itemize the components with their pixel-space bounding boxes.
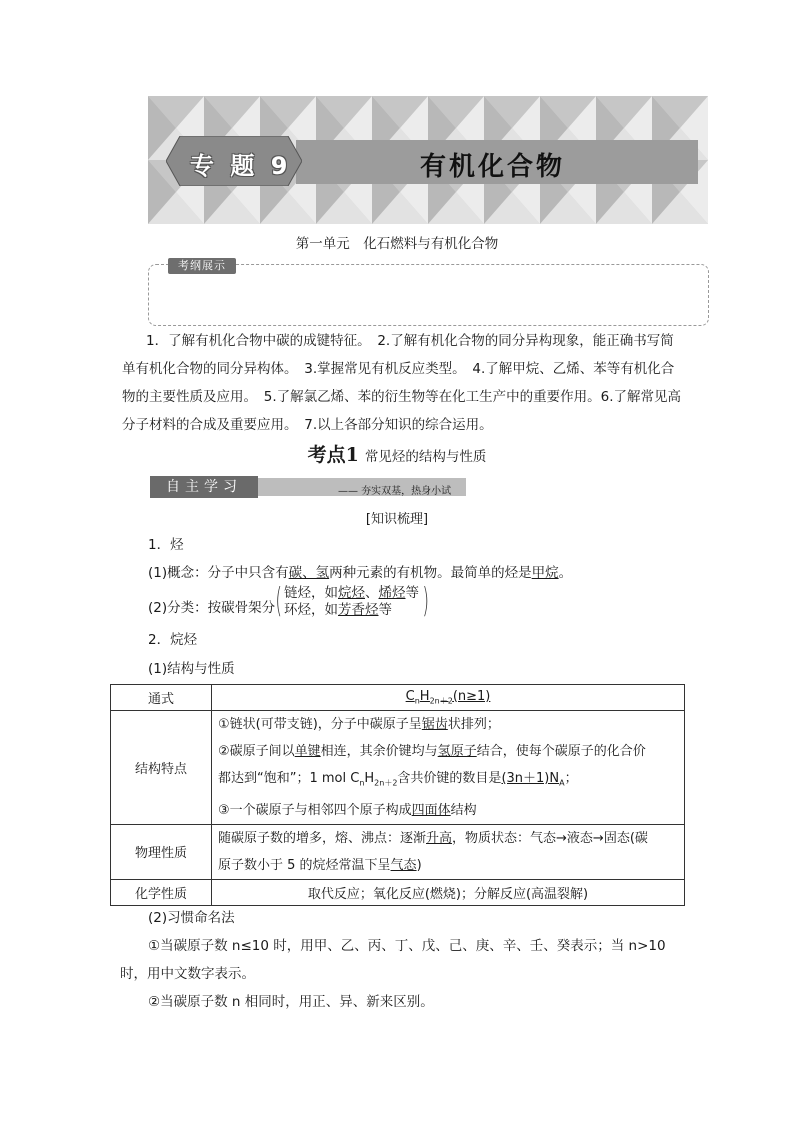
heading-structure: (1)结构与性质 — [148, 661, 235, 677]
section-tag: [知识梳理] — [365, 512, 429, 527]
table-header: 化学性质 — [111, 879, 212, 905]
kaodian-label: 考点1 — [307, 444, 359, 466]
classify-ring: 环烃，如芳香烃等 — [284, 602, 392, 618]
table-header: 结构特点 — [111, 711, 212, 825]
chapter-tag: 专 题 9 — [190, 152, 292, 180]
table-header: 通式 — [111, 685, 212, 711]
classify-list — [284, 585, 419, 619]
outline-text: 1．了解有机化合物中碳的成键特征。 2.了解有机化合物的同分异构现象，能正确书写简单有机化合物的同分异构体。 3.掌握常见有机反应类型。 4.了解甲烷、乙烯、苯等有机化合物的主要性质及应用。 5.了解氯乙烯、苯的衍生物等在化工生产中的重要作用。6.了解常见高分子材料的合成及重要应用。 7.以上各部分知识的综合运用。 — [122, 333, 682, 433]
table-row — [111, 685, 685, 711]
table-row — [111, 711, 685, 825]
table-header: 物理性质 — [111, 824, 212, 879]
zizhu-tag: 自主学习 — [150, 476, 258, 498]
naming-line-3: ②当碳原子数 n 相同时，用正、异、新来区别。 — [148, 994, 434, 1010]
physical-cell: 随碳原子数的增多，熔、沸点：逐渐升高，物质状态：气态→液态→固态(碳 原子数小于 5 的烷烃常温下呈气态) — [212, 824, 685, 879]
concept-line: (1)概念：分子中只含有碳、氢两种元素的有机物。最简单的烃是甲烷。 — [148, 565, 573, 581]
kaodian-title: 常见烃的结构与性质 — [364, 449, 487, 465]
table-row — [111, 824, 685, 879]
heading-hydrocarbon: 1．烃 — [148, 537, 184, 553]
heading-naming: (2)习惯命名法 — [148, 910, 235, 926]
chapter-title: 有机化合物 — [420, 152, 566, 182]
naming-line-2: 时，用中文数字表示。 — [120, 966, 255, 982]
unit-title: 第一单元 化石燃料与有机化合物 — [295, 236, 499, 252]
alkane-table — [110, 684, 685, 906]
heading-alkane: 2．烷烃 — [148, 632, 198, 648]
zizhu-subtitle: —— 夯实双基，热身小试 — [338, 486, 452, 497]
chemical-cell: 取代反应；氧化反应(燃烧)；分解反应(高温裂解) — [212, 879, 685, 905]
classify-label: (2)分类：按碳骨架分 — [148, 600, 276, 616]
classify-chain: 链烃，如烷烃、烯烃等 — [284, 585, 419, 601]
brace-left: ( — [275, 581, 282, 621]
structure-cell: ①链状(可带支链)，分子中碳原子呈锯齿状排列； ②碳原子间以单键相连，其余价键均与氢原子结合，使每个碳原子的化合价 都达到“饱和”；1 mol $C_nH_{2n+2}$含共价键的数目是$(3n+1)N_A$； ③一个碳原子与相邻四个原子构成四面体结构 — [212, 711, 685, 825]
outline-tag: 考纲展示 — [168, 258, 236, 274]
brace-right: ) — [422, 581, 429, 621]
kaodian-heading — [0, 440, 794, 467]
table-row — [111, 879, 685, 905]
naming-line-1: ①当碳原子数 n≤10 时，用甲、乙、丙、丁、戊、己、庚、辛、壬、癸表示；当 n>10 — [148, 938, 666, 954]
formula-cell: $C_nH_{2n+2}(n\ge 1)$ — [212, 685, 685, 711]
